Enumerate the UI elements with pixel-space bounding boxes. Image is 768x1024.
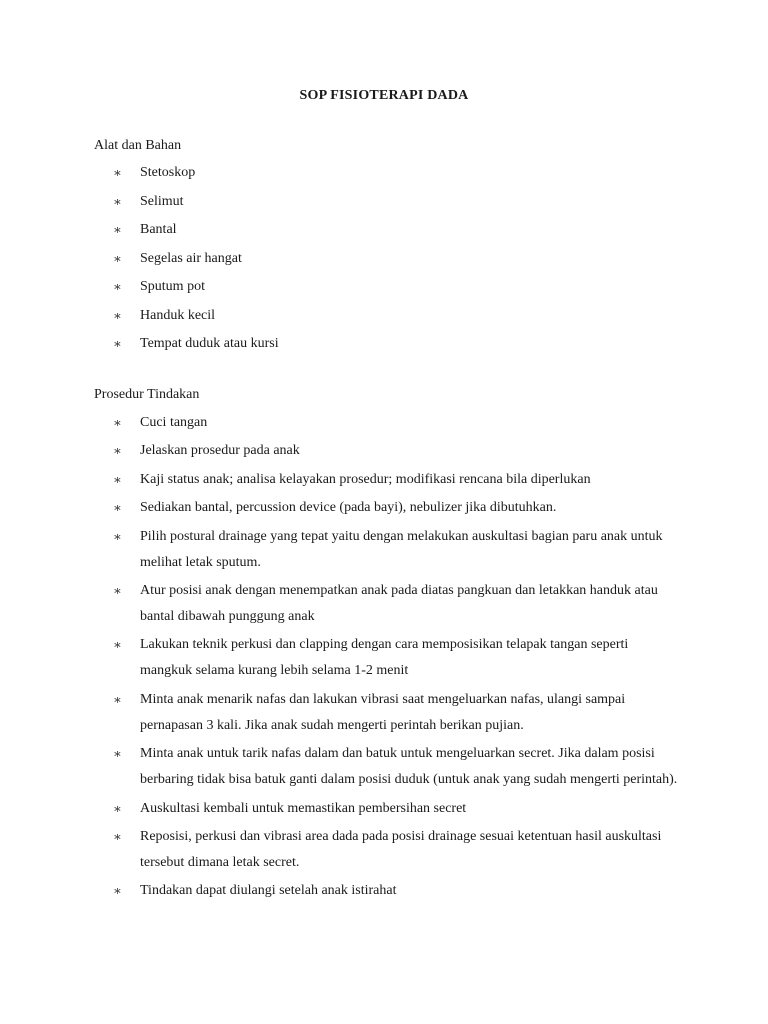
list-item-text: Minta anak untuk tarik nafas dalam dan batuk untuk mengeluarkan secret. Jika dalam posisi berbaring tidak bisa batuk ganti dalam posisi duduk (untuk anak yang sudah mengerti perintah). [140,746,678,788]
bullet-icon: ∗ [113,279,122,294]
list-item-text: Sputum pot [140,279,205,294]
list-item-text: Auskultasi kembali untuk memastikan pembersihan secret [140,800,467,816]
list-item-text: Cuci tangan [140,415,208,430]
bullet-icon: ∗ [113,800,122,816]
list-item [0,278,768,307]
list-item [0,335,768,364]
list-item [0,691,768,743]
procedure-list [0,414,768,911]
bullet-icon: ∗ [113,165,122,180]
list-item-text: Stetoskop [140,165,196,180]
list-item-text: Tindakan dapat diulangi setelah anak istirahat [140,883,397,899]
bullet-icon: ∗ [113,443,122,459]
list-item [0,800,768,826]
equipment-list [0,164,768,364]
list-item-text: Lakukan teknik perkusi dan clapping dengan cara memposisikan telapak tangan seperti mangkuk selama kurang lebih selama 1-2 menit [140,637,629,679]
list-item [0,250,768,279]
list-item-text: Pilih postural drainage yang tepat yaitu dengan melakukan auskultasi bagian paru anak untuk melihat letak sputum. [140,528,663,570]
bullet-icon: ∗ [113,582,122,598]
bullet-icon: ∗ [113,222,122,237]
list-item [0,164,768,193]
list-item [0,828,768,880]
list-item-text: Handuk kecil [140,307,216,323]
bullet-icon: ∗ [113,883,122,899]
bullet-icon: ∗ [113,307,122,323]
list-item-text: Sediakan bantal, percussion device (pada bayi), nebulizer jika dibutuhkan. [140,500,557,516]
list-item-text: Atur posisi anak dengan menempatkan anak pada diatas pangkuan dan letakkan handuk atau bantal dibawah punggung anak [140,582,658,624]
bullet-icon: ∗ [113,193,122,209]
section-heading-prosedur-tindakan: Prosedur Tindakan [94,387,200,402]
bullet-icon: ∗ [113,637,122,653]
document-title: SOP FISIOTERAPI DADA [299,88,469,103]
list-item-text: Segelas air hangat [140,250,242,266]
list-item [0,193,768,222]
bullet-icon: ∗ [113,828,122,844]
bullet-icon: ∗ [113,415,122,430]
list-item [0,745,768,797]
list-item [0,471,768,497]
bullet-icon: ∗ [113,471,122,487]
list-item [0,528,768,580]
list-item [0,221,768,250]
bullet-icon: ∗ [113,250,122,266]
list-item [0,499,768,525]
list-item [0,442,768,468]
section-heading-alat-dan-bahan: Alat dan Bahan [94,138,182,153]
list-item-text: Tempat duduk atau kursi [140,336,279,351]
list-item [0,307,768,336]
list-item [0,414,768,440]
bullet-icon: ∗ [113,336,122,351]
list-item [0,636,768,688]
list-item-text: Selimut [140,193,184,209]
list-item-text: Reposisi, perkusi dan vibrasi area dada pada posisi drainage sesuai ketentuan hasil auskultasi tersebut dimana letak secret. [140,828,662,870]
list-item [0,882,768,908]
bullet-icon: ∗ [113,746,122,762]
list-item-text: Jelaskan prosedur pada anak [140,443,300,459]
list-item [0,582,768,634]
bullet-icon: ∗ [113,691,122,707]
bullet-icon: ∗ [113,500,122,516]
list-item-text: Minta anak menarik nafas dan lakukan vibrasi saat mengeluarkan nafas, ulangi sampai pernapasan 3 kali. Jika anak sudah mengerti perintah berikan pujian. [140,691,626,733]
list-item-text: Kaji status anak; analisa kelayakan prosedur; modifikasi rencana bila diperlukan [140,471,591,487]
bullet-icon: ∗ [113,528,122,544]
list-item-text: Bantal [140,222,177,237]
